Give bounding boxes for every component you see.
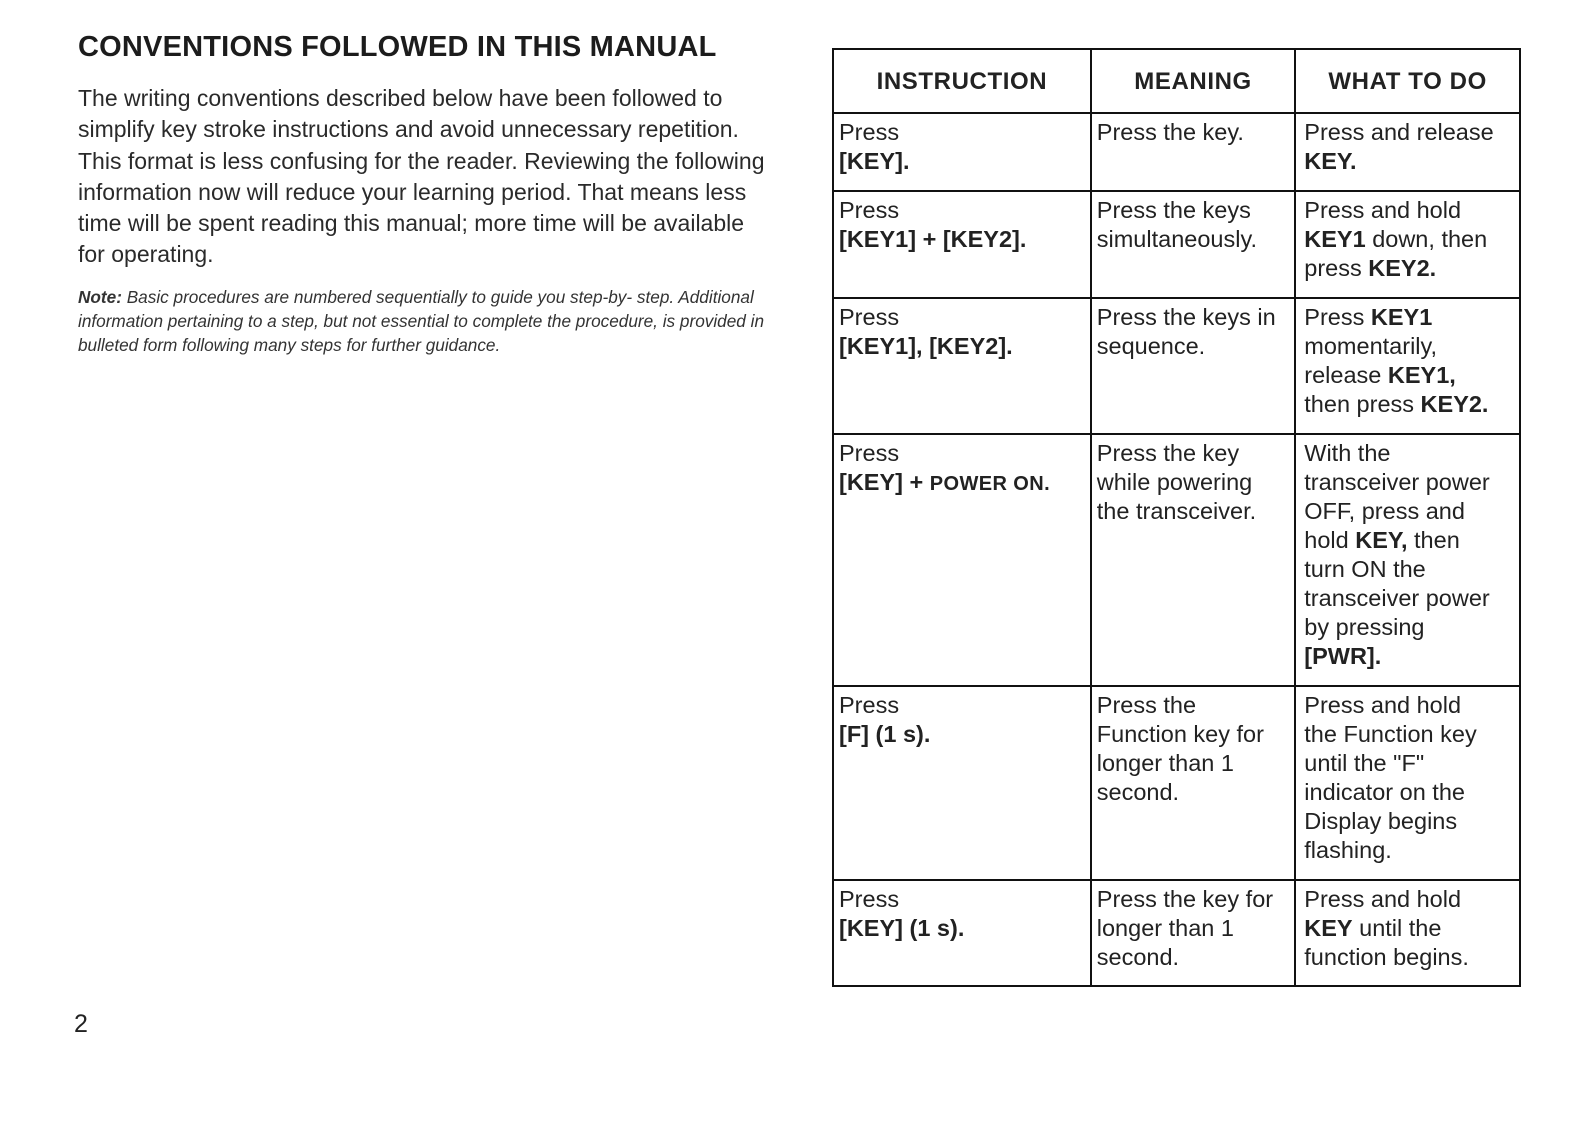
instruction-key: [F] (1 s).: [839, 721, 931, 747]
what-to-do-key: KEY.: [1304, 148, 1357, 174]
meaning-cell: Press the key while powering the transceiver.: [1091, 434, 1296, 686]
what-to-do-key: KEY: [1304, 915, 1353, 941]
what-to-do-key: KEY2.: [1420, 391, 1489, 417]
meaning-cell: Press the Function key for longer than 1 second.: [1091, 686, 1296, 880]
instruction-key: [KEY] +: [839, 469, 930, 495]
note-paragraph: [78, 285, 768, 357]
what-to-do-key: KEY1: [1304, 226, 1366, 252]
what-to-do-text: then press: [1304, 391, 1421, 417]
what-to-do-text: by pressing: [1304, 614, 1425, 640]
what-to-do-text: flashing.: [1304, 837, 1392, 863]
conventions-table: [832, 48, 1521, 987]
note-text: Basic procedures are numbered sequentially to guide you step-by- step. Additional information pertaining to a step, but not essential to complete the procedure, is provided in bulleted form following many steps for further guidance.: [78, 286, 764, 355]
intro-paragraph: The writing conventions described below have been followed to simplify key stroke instructions and avoid unnecessary repetition. This format is less confusing for the reader. Reviewing the following information now will reduce your learning period. That means less time will be spent reading this manual; more time will be available for operating.: [78, 85, 765, 268]
header-what-to-do: WHAT TO DO: [1295, 49, 1520, 113]
what-to-do-cell: [1295, 434, 1520, 686]
what-to-do-text: Press and hold: [1304, 197, 1462, 223]
what-to-do-key: KEY1: [1370, 304, 1433, 330]
instruction-cell: [833, 113, 1091, 191]
meaning-cell: Press the keys in sequence.: [1091, 298, 1296, 434]
instruction-suffix: POWER ON.: [929, 473, 1051, 495]
instruction-prefix: Press: [839, 197, 900, 223]
what-to-do-text: transceiver power: [1304, 469, 1490, 495]
instruction-key: [KEY].: [839, 148, 910, 174]
instruction-prefix: Press: [839, 692, 900, 718]
what-to-do-text: Press and release: [1304, 119, 1494, 145]
what-to-do-text: Press: [1304, 304, 1371, 330]
page-title: CONVENTIONS FOLLOWED IN THIS MANUAL: [78, 31, 717, 63]
what-to-do-text: Press and hold: [1304, 692, 1462, 718]
table-row: [833, 686, 1520, 880]
instruction-prefix: Press: [839, 119, 900, 145]
what-to-do-cell: [1295, 298, 1520, 434]
what-to-do-text: OFF, press and: [1304, 498, 1465, 524]
what-to-do-text: release: [1304, 362, 1388, 388]
instruction-cell: [833, 298, 1091, 434]
instruction-prefix: Press: [839, 304, 900, 330]
what-to-do-text: press: [1304, 255, 1369, 281]
what-to-do-text: function begins.: [1304, 944, 1469, 970]
table-row: [833, 191, 1520, 298]
what-to-do-text: the Function key: [1304, 721, 1477, 747]
what-to-do-text: until the: [1352, 915, 1442, 941]
what-to-do-key: [PWR].: [1304, 643, 1382, 669]
what-to-do-text: down, then: [1365, 226, 1488, 252]
what-to-do-text: hold: [1304, 527, 1356, 553]
meaning-cell: Press the key for longer than 1 second.: [1091, 880, 1296, 986]
left-column: [78, 32, 768, 357]
note-label: Note:: [78, 286, 122, 307]
instruction-prefix: Press: [839, 440, 900, 466]
what-to-do-cell: [1295, 880, 1520, 986]
what-to-do-cell: [1295, 113, 1520, 191]
instruction-cell: [833, 434, 1091, 686]
what-to-do-key: KEY,: [1355, 527, 1408, 553]
table-header-row: [833, 49, 1520, 113]
what-to-do-text: turn ON the: [1304, 556, 1426, 582]
table-row: [833, 880, 1520, 986]
what-to-do-text: until the "F": [1304, 750, 1425, 776]
instruction-prefix: Press: [839, 886, 900, 912]
header-meaning: MEANING: [1091, 49, 1296, 113]
what-to-do-text: then: [1407, 527, 1460, 553]
what-to-do-text: transceiver power: [1304, 585, 1490, 611]
table-row: [833, 298, 1520, 434]
what-to-do-cell: [1295, 191, 1520, 298]
table-row: [833, 113, 1520, 191]
table-row: [833, 434, 1520, 686]
what-to-do-cell: [1295, 686, 1520, 880]
what-to-do-key: KEY2.: [1368, 255, 1437, 281]
instruction-cell: [833, 880, 1091, 986]
instruction-key: [KEY] (1 s).: [839, 915, 965, 941]
header-instruction: INSTRUCTION: [833, 49, 1091, 113]
what-to-do-key: KEY1,: [1387, 362, 1456, 388]
meaning-cell: Press the key.: [1091, 113, 1296, 191]
page-number: 2: [74, 1010, 88, 1038]
what-to-do-text: Display begins: [1304, 808, 1458, 834]
instruction-key: [KEY1], [KEY2].: [839, 333, 1013, 359]
what-to-do-text: Press and hold: [1304, 886, 1462, 912]
meaning-cell: Press the keys simultaneously.: [1091, 191, 1296, 298]
instruction-key: [KEY1] + [KEY2].: [839, 226, 1027, 252]
what-to-do-text: With the: [1304, 440, 1391, 466]
what-to-do-text: indicator on the: [1304, 779, 1465, 805]
instruction-cell: [833, 686, 1091, 880]
what-to-do-text: momentarily,: [1304, 333, 1438, 359]
instruction-cell: [833, 191, 1091, 298]
